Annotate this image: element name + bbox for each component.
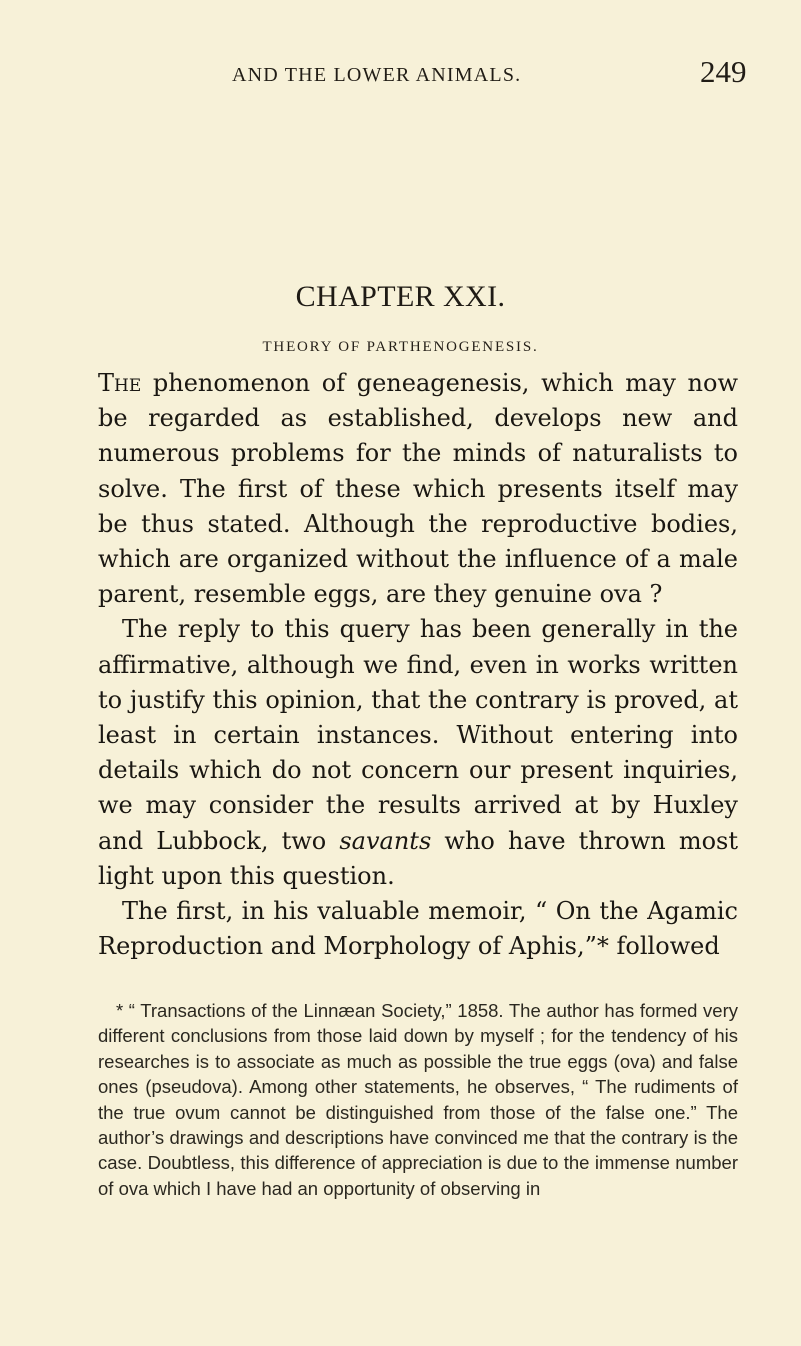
chapter-title: CHAPTER XXI.	[295, 280, 506, 313]
paragraph-1-text: phenomenon of geneagenesis, which may now be regarded as established, develops new and numerous problems for the minds of naturalists to solve. The first of these which presents itself may be thus stated. Although the reproductive bodies, which are organized without the influence of a male parent, resemble eggs, are they genuine ova ?	[98, 369, 738, 609]
paragraph-1	[98, 366, 738, 612]
body-text	[98, 366, 738, 964]
paragraph-2-before: The reply to this query has been generally in the affirmative, although we find, even in works written to justify this opinion, that the contrary is proved, at least in certain instances. Without entering into details which do not concern our present inquiries, we may consider the results arrived at by Huxley and Lubbock, two	[98, 615, 738, 855]
footnote	[98, 998, 738, 1201]
paragraph-2	[98, 612, 738, 894]
paragraph-2-italic: savants	[339, 826, 432, 855]
paragraph-3: The first, in his valuable memoir, “ On the Agamic Reproduction and Morphology of Aphis,”* followed	[98, 897, 738, 961]
footnote-text: * “ Transactions of the Linnæan Society,” 1858. The author has formed very different conclusions from those laid down by myself ; for the tendency of his researches is to associate as much as possible the true eggs (ova) and false ones (pseudova). Among other statements, he observes, “ The rudiments of the true ovum cannot be distinguished from those of the false one.” The author’s drawings and descriptions have convinced me that the contrary is the case. Doubtless, this difference of appreciation is due to the immense number of ova which I have had an opportunity of observing in	[98, 1000, 738, 1199]
running-head	[0, 50, 801, 90]
paragraph-1-lead: The	[98, 369, 142, 397]
paragraph-2-after: who have thrown most light upon this question.	[98, 826, 738, 890]
running-title: AND THE LOWER ANIMALS.	[232, 64, 522, 86]
chapter-subtitle: THEORY OF PARTHENOGENESIS.	[262, 339, 539, 355]
page-number: 249	[700, 54, 747, 89]
